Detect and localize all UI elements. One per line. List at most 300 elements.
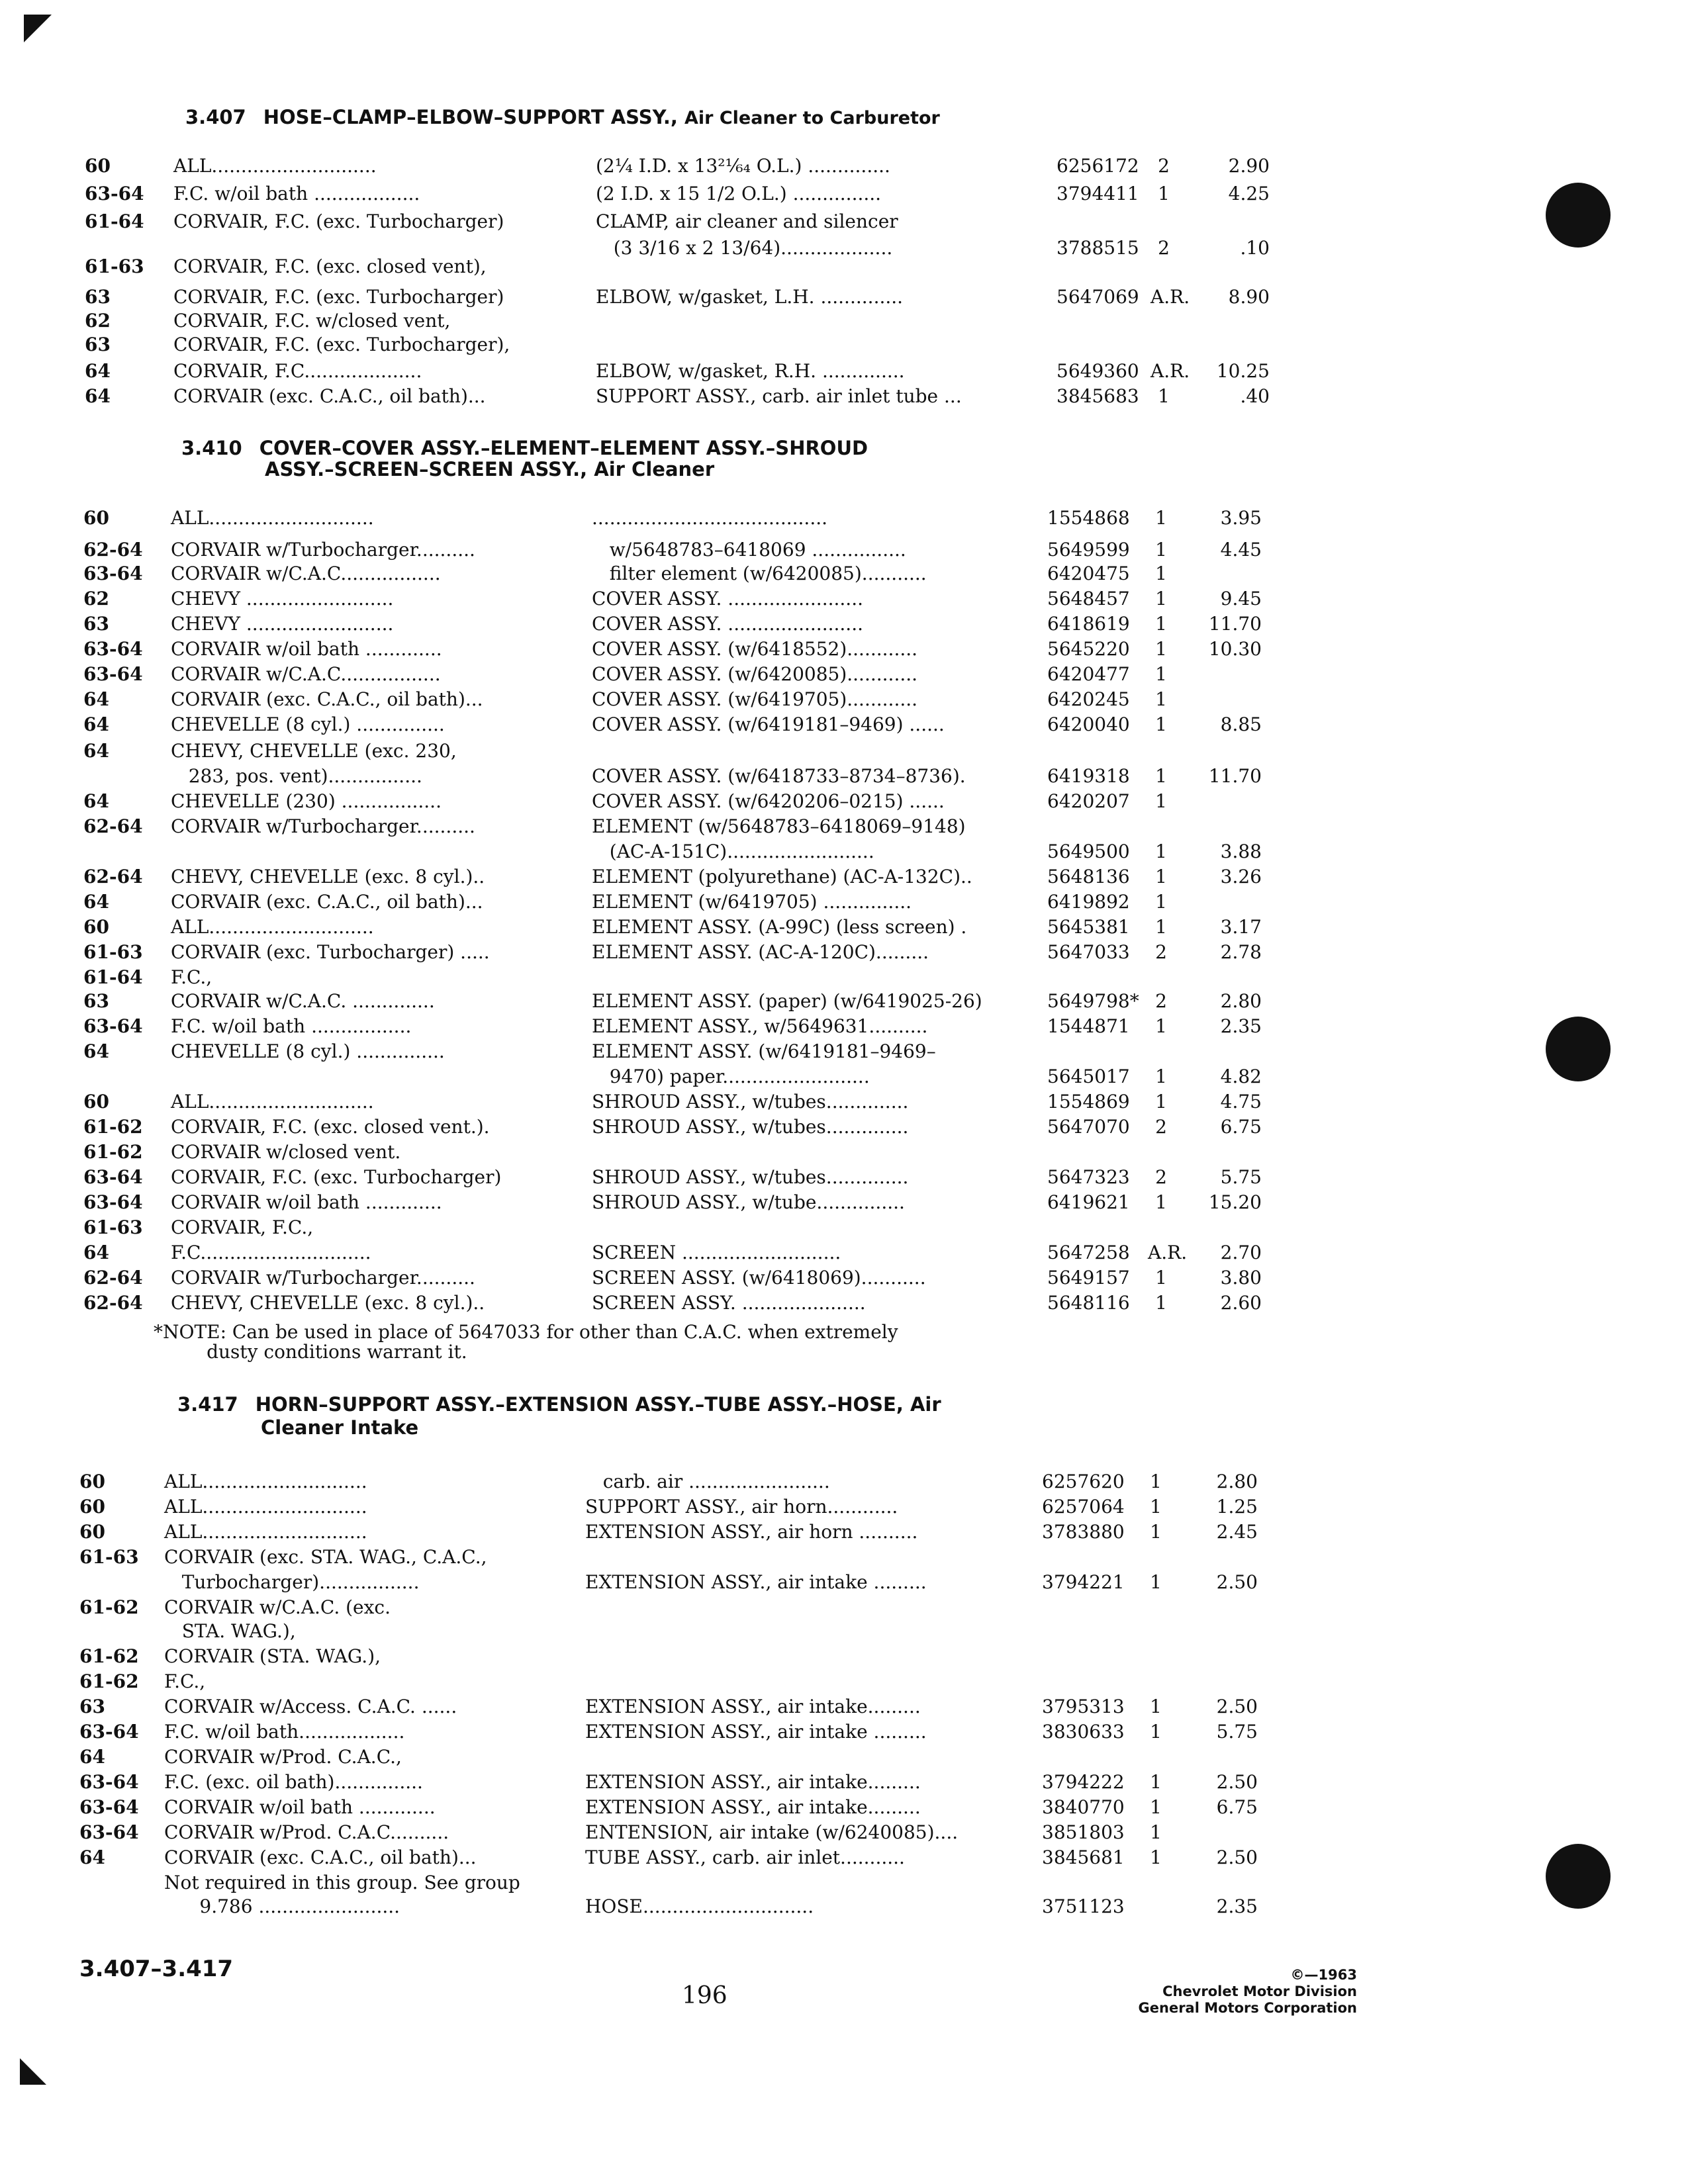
row-year: 60 <box>83 507 109 529</box>
row-model: CORVAIR (exc. C.A.C., oil bath)... <box>171 688 483 710</box>
section-subtitle: Air Cleaner <box>594 458 715 480</box>
row-part-number: 1554869 <box>1047 1091 1130 1113</box>
table-row <box>0 1218 1688 1239</box>
row-price: 2.90 <box>1228 155 1270 177</box>
row-part-number: 5648136 <box>1047 866 1130 887</box>
row-part-number: 3845683 <box>1056 385 1139 407</box>
row-year: 63-64 <box>79 1796 139 1818</box>
table-row <box>0 1572 1688 1594</box>
row-quantity: 2 <box>1155 1116 1167 1138</box>
row-price: .10 <box>1240 237 1270 259</box>
row-model: 283, pos. vent)................ <box>171 765 422 787</box>
row-price: 2.78 <box>1220 941 1262 963</box>
row-price: 3.26 <box>1220 866 1262 887</box>
row-year: 60 <box>85 155 111 177</box>
row-model: CORVAIR, F.C. (exc. Turbocharger), <box>173 334 510 355</box>
row-description: EXTENSION ASSY., air intake......... <box>585 1796 921 1818</box>
row-description: (AC-A-151C)......................... <box>592 841 874 862</box>
row-part-number: 3845681 <box>1042 1846 1125 1868</box>
row-description: ELEMENT ASSY. (w/6419181–9469– <box>592 1040 936 1062</box>
row-model: CORVAIR w/C.A.C. (exc. <box>164 1596 391 1618</box>
row-part-number: 1544871 <box>1047 1015 1130 1037</box>
table-row <box>0 1747 1688 1768</box>
row-part-number: 5648457 <box>1047 588 1130 610</box>
row-year: 61-62 <box>83 1141 143 1163</box>
row-part-number: 3830633 <box>1042 1721 1125 1743</box>
table-row <box>0 335 1688 356</box>
row-quantity: 1 <box>1155 1267 1167 1289</box>
row-description: TUBE ASSY., carb. air inlet........... <box>585 1846 905 1868</box>
section-title-cont: Cleaner Intake <box>261 1416 419 1439</box>
row-description: filter element (w/6420085)........... <box>592 563 927 584</box>
row-price: 3.95 <box>1220 507 1262 529</box>
row-description: ELEMENT ASSY. (AC-A-120C)......... <box>592 941 929 963</box>
row-part-number: 3751123 <box>1042 1895 1125 1917</box>
row-year: 63-64 <box>85 183 144 205</box>
table-row <box>0 1142 1688 1163</box>
table-row <box>0 1067 1688 1088</box>
row-year: 62-64 <box>83 539 143 561</box>
row-part-number: 3783880 <box>1042 1521 1125 1543</box>
row-model: CHEVY, CHEVELLE (exc. 230, <box>171 740 457 762</box>
table-row <box>0 1697 1688 1718</box>
row-quantity: 2 <box>1155 941 1167 963</box>
row-quantity: 1 <box>1155 866 1167 887</box>
row-description: COVER ASSY. (w/6419705)............ <box>592 688 918 710</box>
row-quantity: 1 <box>1155 765 1167 787</box>
row-model: CHEVELLE (230) ................. <box>171 790 442 812</box>
row-price: 9.45 <box>1220 588 1262 610</box>
row-description: ELBOW, w/gasket, R.H. .............. <box>596 360 905 382</box>
row-year: 64 <box>83 713 109 735</box>
row-quantity: 1 <box>1155 507 1167 529</box>
row-year: 62-64 <box>83 815 143 837</box>
table-row <box>0 664 1688 686</box>
row-year: 61-62 <box>79 1596 139 1618</box>
row-description: COVER ASSY. ....................... <box>592 613 864 635</box>
row-model: CORVAIR, F.C. w/closed vent, <box>173 310 451 332</box>
row-year: 61-63 <box>79 1546 139 1568</box>
row-model: ALL............................ <box>173 155 377 177</box>
table-row <box>0 639 1688 660</box>
row-quantity: 1 <box>1155 1292 1167 1314</box>
row-description: ELEMENT ASSY. (paper) (w/6419025-26) <box>592 990 982 1012</box>
row-part-number: 6257620 <box>1042 1471 1125 1492</box>
row-part-number: 5647258 <box>1047 1242 1130 1263</box>
row-model: ALL............................ <box>171 507 374 529</box>
table-row <box>0 917 1688 938</box>
row-price: 2.70 <box>1220 1242 1262 1263</box>
row-model: F.C. (exc. oil bath)............... <box>164 1771 423 1793</box>
row-price: 2.35 <box>1216 1895 1258 1917</box>
row-model: CORVAIR w/oil bath ............. <box>171 638 442 660</box>
row-price: 6.75 <box>1220 1116 1262 1138</box>
row-model: CHEVY, CHEVELLE (exc. 8 cyl.).. <box>171 866 485 887</box>
row-part-number: 6420475 <box>1047 563 1130 584</box>
row-part-number: 6419621 <box>1047 1191 1130 1213</box>
row-price: 3.80 <box>1220 1267 1262 1289</box>
row-year: 60 <box>79 1496 105 1518</box>
row-price: 10.30 <box>1208 638 1262 660</box>
row-quantity: 1 <box>1155 916 1167 938</box>
table-row <box>0 690 1688 711</box>
row-price: 3.88 <box>1220 841 1262 862</box>
row-model: CORVAIR, F.C.................... <box>173 360 422 382</box>
section-heading <box>265 458 714 480</box>
row-price: 1.25 <box>1216 1496 1258 1518</box>
table-row <box>0 184 1688 205</box>
row-part-number: 1554868 <box>1047 507 1130 529</box>
division: Chevrolet Motor Division <box>1162 1983 1357 1999</box>
row-quantity: 1 <box>1150 1521 1162 1543</box>
row-model: CHEVY ......................... <box>171 613 394 635</box>
row-price: 11.70 <box>1208 765 1262 787</box>
row-price: 2.80 <box>1216 1471 1258 1492</box>
row-price: 4.45 <box>1220 539 1262 561</box>
row-year: 61-62 <box>79 1645 139 1667</box>
row-year: 64 <box>83 1040 109 1062</box>
row-year: 60 <box>79 1471 105 1492</box>
row-price: 8.85 <box>1220 713 1262 735</box>
table-row <box>0 1547 1688 1569</box>
row-model: CORVAIR (exc. C.A.C., oil bath)... <box>164 1846 477 1868</box>
row-price: 4.25 <box>1228 183 1270 205</box>
table-row <box>0 1897 1688 1918</box>
section-heading <box>185 106 940 130</box>
row-description: (2¼ I.D. x 13²¹⁄₆₄ O.L.) .............. <box>596 155 890 177</box>
row-model: F.C., <box>164 1670 206 1692</box>
row-price: 6.75 <box>1216 1796 1258 1818</box>
row-year: 62-64 <box>83 1267 143 1289</box>
table-row <box>0 387 1688 408</box>
row-quantity: 1 <box>1150 1496 1162 1518</box>
row-model: F.C., <box>171 966 212 988</box>
section-number: 3.407 <box>185 106 246 128</box>
row-price: 2.35 <box>1220 1015 1262 1037</box>
table-row <box>0 589 1688 610</box>
row-quantity: 1 <box>1155 891 1167 913</box>
row-model: CORVAIR w/C.A.C. .............. <box>171 990 435 1012</box>
footnote: dusty conditions warrant it. <box>154 1341 467 1363</box>
row-price: 3.17 <box>1220 916 1262 938</box>
row-description: EXTENSION ASSY., air intake......... <box>585 1771 921 1793</box>
row-quantity: 1 <box>1155 790 1167 812</box>
row-year: 63-64 <box>83 563 143 584</box>
row-model: F.C. w/oil bath .................. <box>173 183 420 205</box>
row-year: 64 <box>83 1242 109 1263</box>
table-row <box>0 991 1688 1013</box>
table-row <box>0 361 1688 383</box>
row-year: 63-64 <box>79 1821 139 1843</box>
row-quantity: 1 <box>1155 588 1167 610</box>
row-quantity: 1 <box>1155 1191 1167 1213</box>
row-description: 9470) paper......................... <box>592 1066 870 1087</box>
row-quantity: 1 <box>1155 563 1167 584</box>
row-year: 61-62 <box>79 1670 139 1692</box>
row-description: ELEMENT (w/6419705) ............... <box>592 891 912 913</box>
row-quantity: 2 <box>1158 155 1170 177</box>
row-year: 61-63 <box>83 1216 143 1238</box>
row-year: 64 <box>83 790 109 812</box>
row-part-number: 3851803 <box>1042 1821 1125 1843</box>
row-part-number: 6420040 <box>1047 713 1130 735</box>
row-part-number: 5645017 <box>1047 1066 1130 1087</box>
table-row <box>0 1722 1688 1743</box>
row-quantity: A.R. <box>1148 1242 1188 1263</box>
table-row <box>0 212 1688 233</box>
table-row <box>0 1621 1688 1643</box>
table-row <box>0 766 1688 788</box>
table-row <box>0 942 1688 964</box>
row-part-number: 5645381 <box>1047 916 1130 938</box>
table-row <box>0 792 1688 813</box>
row-part-number: 3795313 <box>1042 1696 1125 1717</box>
row-model: CORVAIR w/C.A.C................. <box>171 663 441 685</box>
row-year: 61-62 <box>83 1116 143 1138</box>
row-model: CHEVELLE (8 cyl.) ............... <box>171 1040 445 1062</box>
row-price: 4.82 <box>1220 1066 1262 1087</box>
row-part-number: 5649157 <box>1047 1267 1130 1289</box>
row-model: STA. WAG.), <box>164 1620 296 1642</box>
section-heading <box>261 1416 418 1439</box>
row-model: ALL............................ <box>164 1496 367 1518</box>
row-description: COVER ASSY. (w/6418733–8734–8736). <box>592 765 966 787</box>
row-price: 8.90 <box>1228 286 1270 308</box>
table-row <box>0 1647 1688 1668</box>
row-year: 63 <box>79 1696 105 1717</box>
row-description: ELEMENT ASSY. (A-99C) (less screen) . <box>592 916 967 938</box>
table-row <box>0 892 1688 913</box>
row-year: 64 <box>83 891 109 913</box>
row-price: 2.50 <box>1216 1696 1258 1717</box>
row-part-number: 3794221 <box>1042 1571 1125 1593</box>
table-row <box>0 1243 1688 1264</box>
row-year: 63 <box>83 990 109 1012</box>
row-part-number: 6419892 <box>1047 891 1130 913</box>
row-price: 2.50 <box>1216 1571 1258 1593</box>
row-model: CORVAIR w/Access. C.A.C. ...... <box>164 1696 457 1717</box>
row-year: 63-64 <box>83 1166 143 1188</box>
row-quantity: 1 <box>1155 663 1167 685</box>
table-row <box>0 540 1688 561</box>
table-row <box>0 614 1688 635</box>
row-quantity: 1 <box>1150 1696 1162 1717</box>
row-description: EXTENSION ASSY., air intake ......... <box>585 1721 927 1743</box>
row-description: ELBOW, w/gasket, L.H. .............. <box>596 286 904 308</box>
table-row <box>0 1823 1688 1844</box>
row-model: CORVAIR (exc. C.A.C., oil bath)... <box>171 891 483 913</box>
table-row <box>0 1672 1688 1693</box>
row-part-number: 6257064 <box>1042 1496 1125 1518</box>
row-part-number: 5645220 <box>1047 638 1130 660</box>
row-year: 64 <box>79 1846 105 1868</box>
row-quantity: 1 <box>1155 688 1167 710</box>
table-row <box>0 867 1688 888</box>
row-quantity: 2 <box>1158 237 1170 259</box>
row-model: CORVAIR, F.C. (exc. closed vent), <box>173 255 487 277</box>
row-description: SCREEN ........................... <box>592 1242 841 1263</box>
table-row <box>0 156 1688 177</box>
row-description: CLAMP, air cleaner and silencer <box>596 210 898 232</box>
row-description: ........................................ <box>592 507 828 529</box>
row-model: CORVAIR, F.C. (exc. Turbocharger) <box>173 210 504 232</box>
section-number: 3.410 <box>181 437 242 459</box>
row-quantity: 1 <box>1155 841 1167 862</box>
row-quantity: 1 <box>1155 1091 1167 1113</box>
row-model: CORVAIR w/C.A.C................. <box>171 563 441 584</box>
row-year: 60 <box>83 916 109 938</box>
table-row <box>0 1497 1688 1518</box>
row-quantity: 1 <box>1150 1471 1162 1492</box>
row-description: COVER ASSY. (w/6420085)............ <box>592 663 918 685</box>
table-row <box>0 257 1688 278</box>
table-row <box>0 1092 1688 1113</box>
section-range: 3.407–3.417 <box>79 1956 234 1982</box>
page-number: 196 <box>682 1982 727 2009</box>
table-row <box>0 1268 1688 1289</box>
publisher-block <box>1059 1967 1357 2017</box>
row-price: 2.60 <box>1220 1292 1262 1314</box>
table-row <box>0 1042 1688 1063</box>
row-quantity: 2 <box>1155 990 1167 1012</box>
row-part-number: 5649798* <box>1047 990 1139 1012</box>
row-price: 5.75 <box>1216 1721 1258 1743</box>
row-part-number: 3788515 <box>1056 237 1139 259</box>
row-quantity: 1 <box>1155 713 1167 735</box>
row-model: CORVAIR w/closed vent. <box>171 1141 401 1163</box>
row-quantity: 1 <box>1150 1846 1162 1868</box>
row-price: 2.80 <box>1220 990 1262 1012</box>
row-model: Not required in this group. See group <box>164 1872 520 1893</box>
row-part-number: 3840770 <box>1042 1796 1125 1818</box>
table-row <box>0 1873 1688 1894</box>
row-model: CORVAIR, F.C. (exc. Turbocharger) <box>173 286 504 308</box>
row-year: 62-64 <box>83 1292 143 1314</box>
row-part-number: 5649360 <box>1056 360 1139 382</box>
row-price: 2.45 <box>1216 1521 1258 1543</box>
section-title: COVER–COVER ASSY.–ELEMENT–ELEMENT ASSY.–SHROUD <box>259 437 868 459</box>
table-row <box>0 1472 1688 1493</box>
row-quantity: A.R. <box>1150 360 1190 382</box>
row-model: CORVAIR, F.C. (exc. closed vent.). <box>171 1116 490 1138</box>
row-description: SHROUD ASSY., w/tube............... <box>592 1191 905 1213</box>
row-description: SCREEN ASSY. ..................... <box>592 1292 866 1314</box>
row-part-number: 6418619 <box>1047 613 1130 635</box>
row-description: EXTENSION ASSY., air horn .......... <box>585 1521 918 1543</box>
table-row <box>0 1167 1688 1189</box>
table-row <box>0 1017 1688 1038</box>
section-title: HORN–SUPPORT ASSY.–EXTENSION ASSY.–TUBE ASSY.–HOSE, Air <box>255 1393 941 1416</box>
row-year: 63 <box>85 286 111 308</box>
row-description: SHROUD ASSY., w/tubes.............. <box>592 1166 909 1188</box>
row-quantity: 1 <box>1155 1066 1167 1087</box>
corporation: General Motors Corporation <box>1138 2000 1357 2016</box>
row-model: CORVAIR (exc. C.A.C., oil bath)... <box>173 385 486 407</box>
row-year: 62 <box>85 310 111 332</box>
table-row <box>0 1598 1688 1619</box>
row-description: ELEMENT (polyurethane) (AC-A-132C).. <box>592 866 972 887</box>
row-model: CHEVY ......................... <box>171 588 394 610</box>
row-quantity: 1 <box>1155 1015 1167 1037</box>
table-row <box>0 1797 1688 1819</box>
table-row <box>0 715 1688 736</box>
row-model: ALL............................ <box>164 1471 367 1492</box>
row-year: 60 <box>79 1521 105 1543</box>
row-model: CORVAIR w/Prod. C.A.C.......... <box>164 1821 449 1843</box>
row-quantity: 1 <box>1150 1821 1162 1843</box>
row-model: CORVAIR (STA. WAG.), <box>164 1645 381 1667</box>
table-row <box>0 968 1688 989</box>
row-quantity: 1 <box>1150 1721 1162 1743</box>
table-row <box>0 564 1688 585</box>
row-description: carb. air ........................ <box>585 1471 830 1492</box>
row-model: CHEVELLE (8 cyl.) ............... <box>171 713 445 735</box>
corner-mark-top <box>24 15 52 42</box>
row-year: 63-64 <box>83 1191 143 1213</box>
row-part-number: 5649599 <box>1047 539 1130 561</box>
row-price: 10.25 <box>1216 360 1270 382</box>
row-description: SHROUD ASSY., w/tubes.............. <box>592 1116 909 1138</box>
row-year: 63-64 <box>83 638 143 660</box>
row-model: ALL............................ <box>164 1521 367 1543</box>
row-year: 61-63 <box>83 941 143 963</box>
row-description: COVER ASSY. ....................... <box>592 588 864 610</box>
table-row <box>0 1293 1688 1314</box>
row-year: 63 <box>85 334 111 355</box>
row-year: 64 <box>85 385 111 407</box>
section-number: 3.417 <box>177 1393 238 1416</box>
row-description: ELEMENT (w/5648783–6418069–9148) <box>592 815 966 837</box>
row-part-number: 5649500 <box>1047 841 1130 862</box>
row-quantity: 1 <box>1150 1571 1162 1593</box>
row-part-number: 5647070 <box>1047 1116 1130 1138</box>
row-description: SCREEN ASSY. (w/6418069)........... <box>592 1267 926 1289</box>
row-quantity: 1 <box>1150 1771 1162 1793</box>
row-description: COVER ASSY. (w/6420206–0215) ...... <box>592 790 945 812</box>
row-model: Turbocharger)................. <box>164 1571 420 1593</box>
row-year: 63 <box>83 613 109 635</box>
row-model: CHEVY, CHEVELLE (exc. 8 cyl.).. <box>171 1292 485 1314</box>
row-price: 2.50 <box>1216 1846 1258 1868</box>
row-description: EXTENSION ASSY., air intake......... <box>585 1696 921 1717</box>
row-model: CORVAIR, F.C. (exc. Turbocharger) <box>171 1166 502 1188</box>
row-description: COVER ASSY. (w/6419181–9469) ...... <box>592 713 945 735</box>
table-row <box>0 508 1688 529</box>
row-model: CORVAIR w/oil bath ............. <box>164 1796 436 1818</box>
row-part-number: 5647323 <box>1047 1166 1130 1188</box>
row-year: 64 <box>83 688 109 710</box>
table-row <box>0 1193 1688 1214</box>
row-description: COVER ASSY. (w/6418552)............ <box>592 638 918 660</box>
row-model: ALL............................ <box>171 1091 374 1113</box>
row-model: F.C. w/oil bath ................. <box>171 1015 412 1037</box>
row-year: 64 <box>83 740 109 762</box>
row-quantity: 1 <box>1155 613 1167 635</box>
row-description: SHROUD ASSY., w/tubes.............. <box>592 1091 909 1113</box>
row-part-number: 6420207 <box>1047 790 1130 812</box>
row-price: .40 <box>1240 385 1270 407</box>
section-title: HOSE–CLAMP–ELBOW–SUPPORT ASSY., <box>263 106 678 128</box>
row-description: SUPPORT ASSY., air horn............ <box>585 1496 898 1518</box>
row-model: CORVAIR w/oil bath ............. <box>171 1191 442 1213</box>
table-row <box>0 287 1688 308</box>
row-description: ENTENSION, air intake (w/6240085).... <box>585 1821 959 1843</box>
table-row <box>0 311 1688 332</box>
row-year: 63-64 <box>79 1771 139 1793</box>
row-part-number: 6420477 <box>1047 663 1130 685</box>
row-part-number: 3794222 <box>1042 1771 1125 1793</box>
row-year: 61-64 <box>83 966 143 988</box>
